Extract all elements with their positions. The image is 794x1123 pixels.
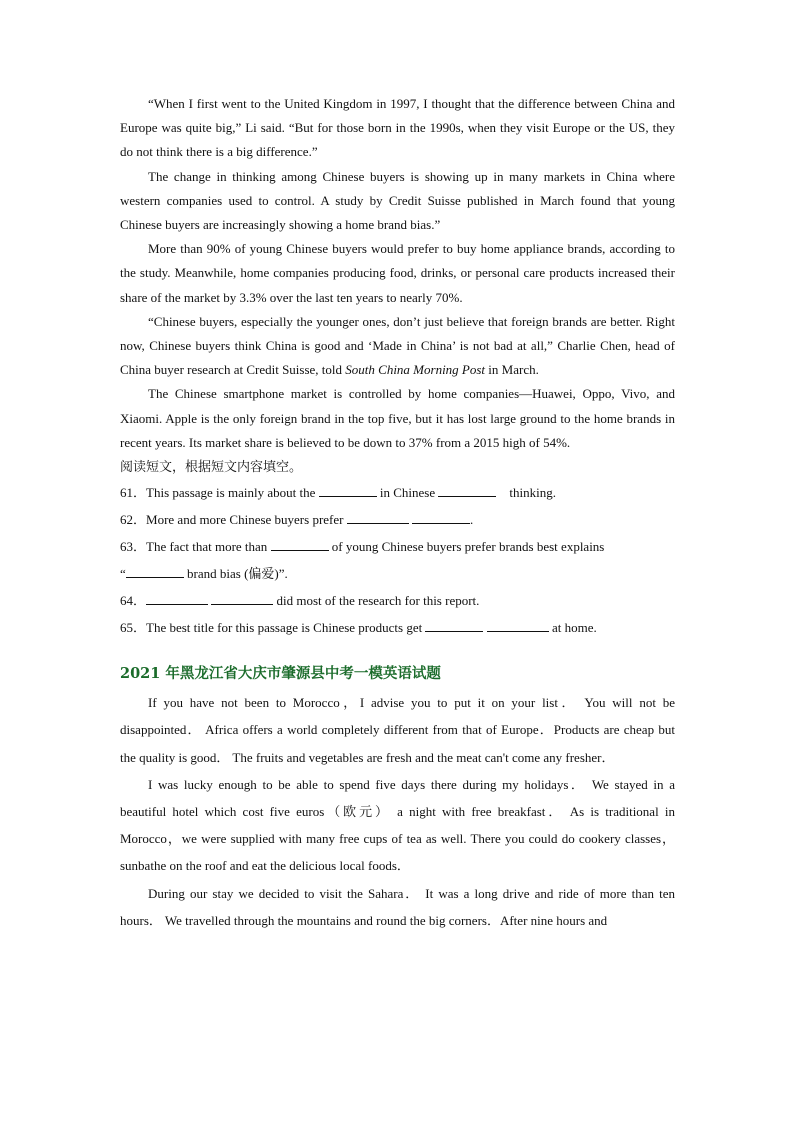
question-65: 65．The best title for this passage is Chinese products get at home.: [120, 620, 597, 636]
exam-section: [120, 659, 675, 934]
passage-paragraph-3: More than 90% of young Chinese buyers would prefer to buy home appliance brands, according to the study. Meanwhile, home companies producing food, drinks, or personal care products increased their share of the market by 3.3% over the last ten years to nearly 70%.: [120, 241, 675, 305]
instructions: 阅读短文，根据短文内容填空。: [120, 459, 303, 475]
question-64: 64． did most of the research for this report.: [120, 593, 480, 609]
answer-blank[interactable]: [412, 512, 470, 524]
passage-paragraph-5: The Chinese smartphone market is controlled by home companies—Huawei, Oppo, Vivo, and Xiaomi. Apple is the only foreign brand in the top five, but it has lost large ground to the home brands in recent years. Its market share is believed to be down to 37% from a 2015 high of 54%.: [120, 386, 675, 450]
question-62: 62．More and more Chinese buyers prefer .: [120, 512, 474, 528]
answer-blank[interactable]: [487, 620, 549, 632]
document-page: [120, 92, 675, 934]
answer-blank[interactable]: [347, 512, 409, 524]
answer-blank[interactable]: [271, 539, 329, 551]
question-61: 61．This passage is mainly about the in Chinese thinking.: [120, 485, 556, 501]
question-63-continued: “ brand bias (偏爱)”.: [120, 566, 288, 582]
section-paragraph-2: I was lucky enough to be able to spend five days there during my holidays． We stayed in a beautiful hotel which cost five euros（欧元） a night with free breakfast． As is traditional in Morocco，we were supplied with many free cups of tea as well. There you could do cookery classes，sunbathe on the roof and eat the delicious local foods．: [120, 776, 675, 874]
section-paragraph-3: During our stay we decided to visit the Sahara． It was a long drive and ride of more than ten hours． We travelled through the mountains and round the big corners．After nine hours and: [120, 885, 675, 928]
passage-paragraph-4: “Chinese buyers, especially the younger ones, don’t just believe that foreign brands are better. Right now, Chinese buyers think China is good and ‘Made in China’ is not bad at all,” Charlie Chen, head of China buyer research at Credit Suisse, told South China Morning Post in March.: [120, 313, 675, 378]
newspaper-name: South China Morning Post: [345, 362, 486, 378]
answer-blank[interactable]: [126, 566, 184, 578]
section-title: 2021 年黑龙江省大庆市肇源县中考一模英语试题: [120, 665, 441, 683]
answer-blank[interactable]: [319, 485, 377, 497]
answer-blank[interactable]: [438, 485, 496, 497]
section-paragraph-1: If you have not been to Morocco，I advise you to put it on your list． You will not be disappointed． Africa offers a world completely different from that of Europe．Products are cheap but the quality is good． The fruits and vegetables are fresh and the meat can't come any fresher．: [120, 695, 675, 765]
question-63: 63．The fact that more than of young Chinese buyers prefer brands best explains: [120, 539, 605, 555]
answer-blank[interactable]: [211, 593, 273, 605]
answer-blank[interactable]: [146, 593, 208, 605]
passage-paragraph-2: The change in thinking among Chinese buyers is showing up in many markets in China where western companies used to control. A study by Credit Suisse published in March found that young Chinese buyers are increasingly showing a home brand bias.”: [120, 168, 675, 233]
answer-blank[interactable]: [425, 620, 483, 632]
passage-paragraph-1: “When I first went to the United Kingdom in 1997, I thought that the difference between China and Europe was quite big,” Li said. “But for those born in the 1990s, when they visit Europe or the US, they do not think there is a big difference.”: [120, 96, 675, 160]
